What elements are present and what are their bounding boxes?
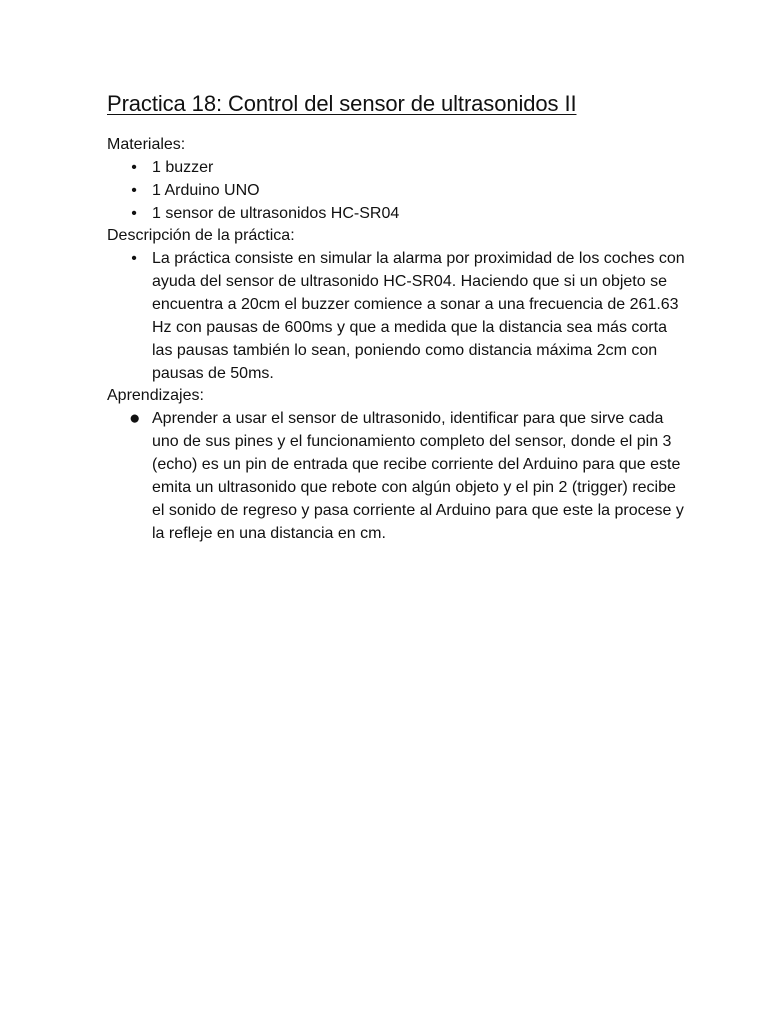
bullet-icon: • [131,159,137,176]
list-item-text: Aprender a usar el sensor de ultrasonido, identificar para que sirve cada uno de sus pines y el funcionamiento completo del sensor, donde el pin 3 (echo) es un pin de entrada que recibe corriente del Arduino para que este emita un ultrasonido que rebote con algún objeto y el pin 2 (trigger) recibe el sonido de regreso y pasa corriente al Arduino para que este la procese y la refleje en una distancia en cm. [152,410,684,542]
list-item [107,202,687,225]
list-item [107,179,687,202]
learnings-list [107,407,687,545]
description-list [107,247,687,385]
list-item-text: 1 sensor de ultrasonidos HC-SR04 [152,205,400,222]
list-item [107,156,687,179]
page-title: Practica 18: Control del sensor de ultrasonidos II [107,91,577,116]
document-page [107,88,687,545]
list-item-text: La práctica consiste en simular la alarma por proximidad de los coches con ayuda del sensor de ultrasonido HC-SR04. Haciendo que si un objeto se encuentra a 20cm el buzzer comience a sonar a una frecuencia de 261.63 Hz con pausas de 600ms y que a medida que la distancia sea más corta las pausas también lo sean, poniendo como distancia máxima 2cm con pausas de 50ms. [152,250,685,382]
list-item-text: 1 Arduino UNO [152,182,260,199]
description-heading: Descripción de la práctica: [107,227,295,244]
bullet-icon: • [131,182,137,199]
list-item-text: 1 buzzer [152,159,214,176]
bullet-icon: ● [129,408,141,429]
materials-list [107,156,687,225]
list-item [107,247,687,385]
materials-heading: Materiales: [107,136,186,153]
list-item [107,407,687,545]
bullet-icon: • [131,250,137,267]
bullet-icon: • [131,205,137,222]
learnings-heading: Aprendizajes: [107,387,204,404]
